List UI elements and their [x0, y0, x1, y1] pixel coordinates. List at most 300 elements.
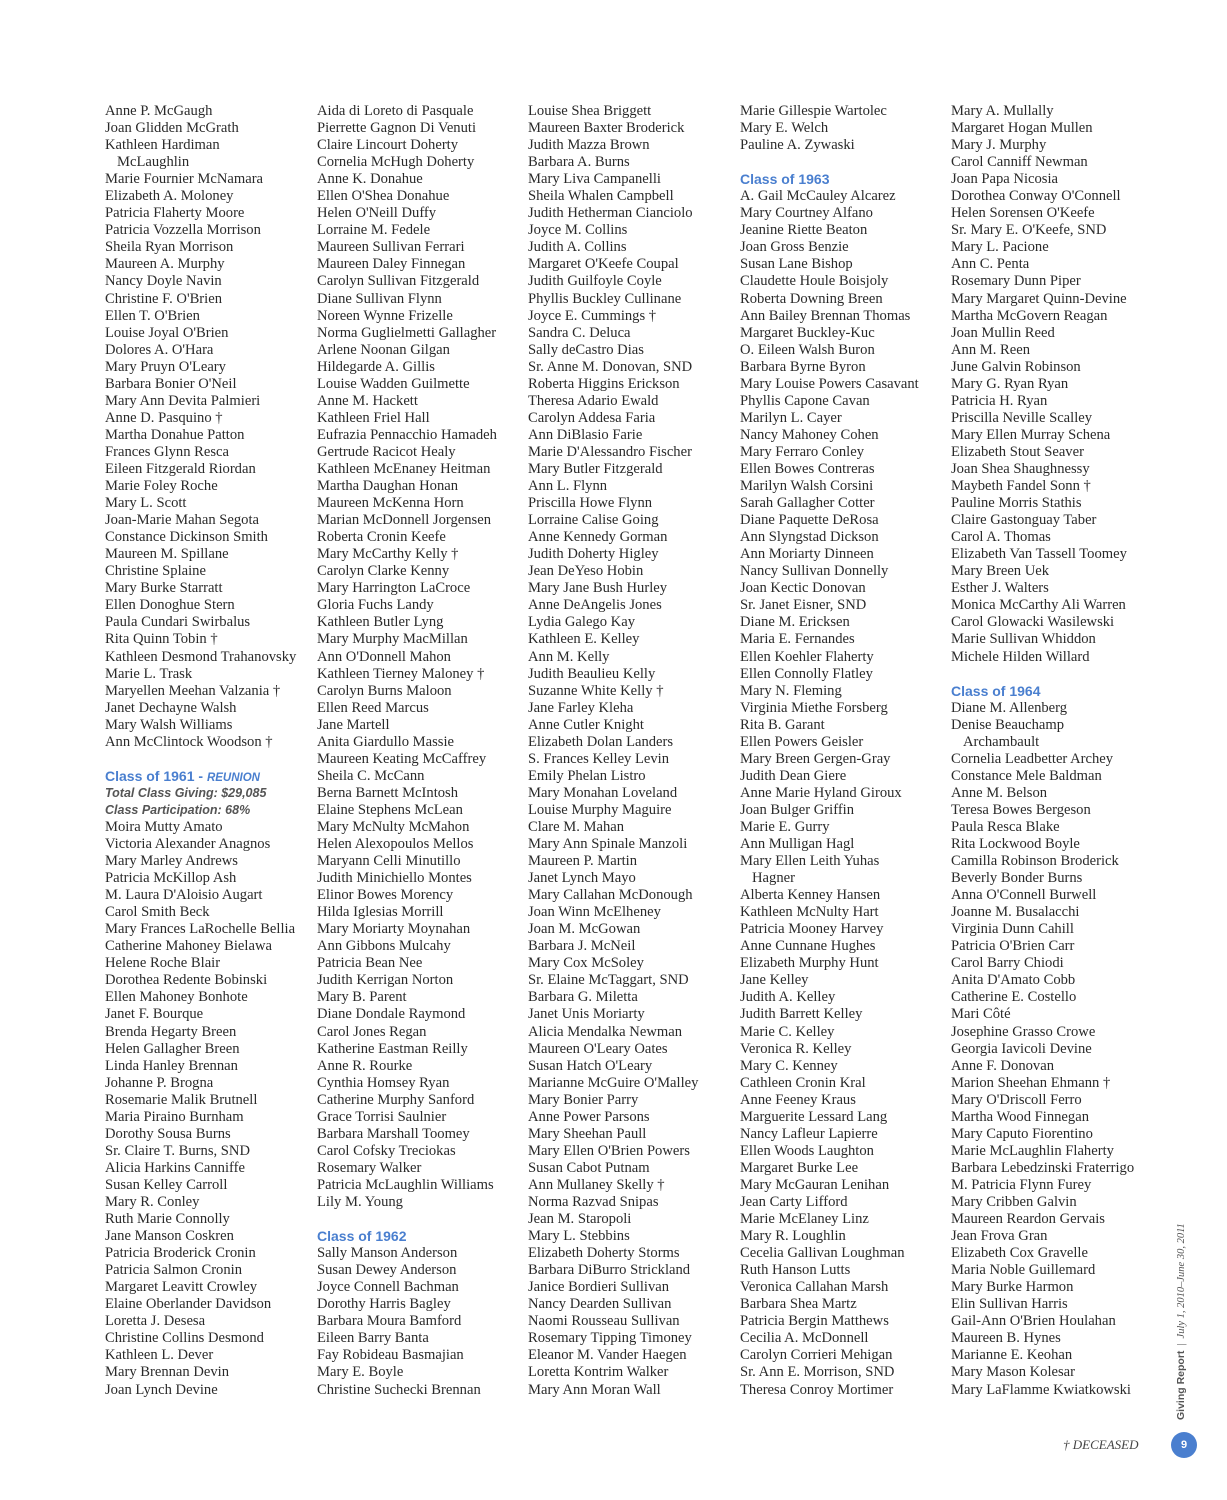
donor-name: Maureen B. Hynes [951, 1330, 1061, 1347]
donor-name: Barbara Marshall Toomey [317, 1125, 470, 1142]
donor-name: Elizabeth Murphy Hunt [740, 955, 879, 972]
donor-name: Fay Robideau Basmajian [317, 1347, 464, 1364]
donor-name: Carol Jones Regan [317, 1023, 427, 1040]
donor-name: Patricia McKillop Ash [105, 870, 237, 887]
donor-name: Mary Ann Devita Palmieri [105, 392, 261, 409]
donor-name: Ann M. Reen [951, 341, 1031, 358]
donor-name: Elizabeth A. Moloney [105, 188, 234, 205]
reunion-label: REUNION [206, 771, 260, 784]
name-column [951, 103, 1156, 1399]
donor-name: Maureen A. Murphy [105, 256, 225, 273]
donor-name: Teresa Bowes Bergeson [951, 801, 1091, 818]
report-side-label [1175, 1223, 1187, 1420]
donor-name: Martha Daughan Honan [317, 478, 459, 495]
donor-name: Elizabeth Cox Gravelle [951, 1245, 1088, 1262]
donor-name: Diane M. Allenberg [951, 699, 1068, 716]
donor-name: Elizabeth Dolan Landers [528, 733, 674, 750]
donor-name: Eileen Fitzgerald Riordan [105, 460, 256, 477]
donor-name: Diane Sullivan Flynn [317, 290, 442, 307]
donor-name: Mary R. Loughlin [740, 1228, 846, 1245]
donor-name: Joyce E. Cummings † [528, 307, 657, 324]
donor-name: Cornelia Leadbetter Archey [951, 750, 1114, 767]
donor-name: Ellen T. O'Brien [105, 307, 200, 324]
donor-name: Sheila Ryan Morrison [105, 239, 234, 256]
donor-name: Anne M. Belson [951, 784, 1048, 801]
donor-name: Elinor Bowes Morency [317, 887, 454, 904]
donor-name: Jane Martell [317, 716, 390, 733]
donor-name: Ann Gibbons Mulcahy [317, 938, 451, 955]
donor-name: Louise Wadden Guilmette [317, 375, 470, 392]
donor-name: Denise Beauchamp [951, 716, 1065, 733]
donor-name: Sr. Anne M. Donovan, SND [528, 358, 693, 375]
spacer [951, 666, 1156, 683]
donor-name: Marguerite Lessard Lang [740, 1108, 888, 1125]
donor-name: Eufrazia Pennacchio Hamadeh [317, 426, 497, 443]
donor-name: Anne F. Donovan [951, 1057, 1055, 1074]
donor-name: Helen Sorensen O'Keefe [951, 205, 1095, 222]
donor-name: Janet Unis Moriarty [528, 1006, 645, 1023]
donor-name: Jean M. Staropoli [528, 1211, 632, 1228]
donor-name: Rita Quinn Tobin † [105, 631, 218, 648]
donor-name: Anne Cunnane Hughes [740, 938, 876, 955]
donor-name: Martha Wood Finnegan [951, 1108, 1089, 1125]
donor-name: Rita B. Garant [740, 716, 825, 733]
donor-name: Berna Barnett McIntosh [317, 784, 459, 801]
donor-name: Judith Dean Giere [740, 767, 847, 784]
donor-name: Clare M. Mahan [528, 818, 625, 835]
donor-name: Mary E. Boyle [317, 1364, 404, 1381]
donor-name: Mary Ellen O'Brien Powers [528, 1142, 690, 1159]
donor-name: Dorothy Harris Bagley [317, 1296, 451, 1313]
donor-name: Anne R. Rourke [317, 1057, 413, 1074]
donor-name: Susan Lane Bishop [740, 256, 853, 273]
donor-name: Marianne McGuire O'Malley [528, 1074, 699, 1091]
donor-name: Catherine E. Costello [951, 989, 1077, 1006]
donor-name: Nancy Doyle Navin [105, 273, 222, 290]
donor-name: Ellen Mahoney Bonhote [105, 989, 248, 1006]
donor-name: Dorothy Sousa Burns [105, 1125, 231, 1142]
name-column [317, 103, 522, 1399]
donor-name: Mary McNulty McMahon [317, 818, 470, 835]
donor-name: Judith A. Kelley [740, 989, 836, 1006]
donor-name: Sarah Gallagher Cotter [740, 495, 875, 512]
donor-name: Rosemary Dunn Piper [951, 273, 1081, 290]
donor-name: Maria Piraino Burnham [105, 1108, 244, 1125]
donor-name: Patricia O'Brien Carr [951, 938, 1075, 955]
donor-name: Helen O'Neill Duffy [317, 205, 437, 222]
donor-name: Carol Glowacki Wasilewski [951, 614, 1115, 631]
donor-name: Carolyn Clarke Kenny [317, 563, 450, 580]
donor-name: Judith Beaulieu Kelly [528, 665, 656, 682]
donor-name: Mary E. Welch [740, 120, 829, 137]
donor-name: Ann O'Donnell Mahon [317, 648, 451, 665]
donor-name: S. Frances Kelley Levin [528, 750, 670, 767]
donor-name: Christine F. O'Brien [105, 290, 222, 307]
report-date-range: July 1, 2010–June 30, 2011 [1176, 1223, 1187, 1339]
class-stat: Class Participation: 68% [105, 802, 251, 817]
donor-name: Helene Roche Blair [105, 955, 221, 972]
donor-name: Suzanne White Kelly † [528, 682, 664, 699]
donor-name: Maryann Celli Minutillo [317, 853, 461, 870]
donor-name: Margaret Leavitt Crowley [105, 1279, 258, 1296]
donor-name: Margaret O'Keefe Coupal [528, 256, 679, 273]
donor-name: Mary Frances LaRochelle Bellia [105, 921, 296, 938]
donor-name: Naomi Rousseau Sullivan [528, 1313, 680, 1330]
class-heading [317, 1228, 522, 1245]
donor-name: Mary Ellen Leith Yuhas [740, 853, 880, 870]
donor-name: Joyce M. Collins [528, 222, 628, 239]
donor-name: Mary Burke Harmon [951, 1279, 1074, 1296]
donor-name: Johanne P. Brogna [105, 1074, 214, 1091]
donor-name: Mary LaFlamme Kwiatkowski [951, 1381, 1131, 1398]
donor-name: Theresa Conroy Mortimer [740, 1381, 894, 1398]
donor-name: Cynthia Homsey Ryan [317, 1074, 450, 1091]
donor-name: Anne DeAngelis Jones [528, 597, 662, 614]
class-heading-text: Class of 1961 - [105, 767, 207, 784]
donor-name: Monica McCarthy Ali Warren [951, 597, 1126, 614]
donor-name: Hildegarde A. Gillis [317, 358, 435, 375]
donor-name: Esther J. Walters [951, 580, 1049, 597]
donor-name: Kathleen L. Dever [105, 1347, 214, 1364]
donor-name: Ann Mullaney Skelly † [528, 1176, 665, 1193]
donor-name: Cornelia McHugh Doherty [317, 154, 475, 171]
donor-name: Mary Monahan Loveland [528, 784, 678, 801]
donor-name: Judith Guilfoyle Coyle [528, 273, 662, 290]
donor-name: Patricia McLaughlin Williams [317, 1176, 494, 1193]
donor-name: Joan Gross Benzie [740, 239, 849, 256]
donor-name: Catherine Murphy Sanford [317, 1091, 475, 1108]
donor-name: Christine Suchecki Brennan [317, 1381, 481, 1398]
donor-name: Jane Farley Kleha [528, 699, 634, 716]
donor-name: Ann Slyngstad Dickson [740, 529, 879, 546]
donor-name: Margaret Hogan Mullen [951, 120, 1093, 137]
donor-name: Grace Torrisi Saulnier [317, 1108, 447, 1125]
donor-name: Ellen Woods Laughton [740, 1142, 874, 1159]
donor-name: Christine Splaine [105, 563, 206, 580]
donor-name: Mary A. Mullally [951, 103, 1054, 119]
donor-name: Marie C. Kelley [740, 1023, 835, 1040]
donor-name: Patricia Flaherty Moore [105, 205, 245, 222]
donor-name: Ann Moriarty Dinneen [740, 546, 874, 563]
donor-name: Carol Barry Chiodi [951, 955, 1064, 972]
class-heading-text: Class of 1964 [951, 682, 1041, 699]
donor-name: Janet Dechayne Walsh [105, 699, 237, 716]
donor-name: Mary G. Ryan Ryan [951, 375, 1069, 392]
donor-name: Jeanine Riette Beaton [740, 222, 868, 239]
donor-name: Joyce Connell Bachman [317, 1279, 459, 1296]
donor-name: Judith Minichiello Montes [317, 870, 472, 887]
donor-name: Ann McClintock Woodson † [105, 733, 273, 750]
donor-name: Marie McLaughlin Flaherty [951, 1142, 1114, 1159]
donor-name: Mary Jane Bush Hurley [528, 580, 668, 597]
donor-name: Sheila C. McCann [317, 767, 425, 784]
donor-name: Barbara Byrne Byron [740, 358, 866, 375]
donor-name: Marie D'Alessandro Fischer [528, 443, 692, 460]
donor-name: Hagner [752, 870, 795, 887]
donor-name: Anna O'Connell Burwell [951, 887, 1097, 904]
donor-name: Noreen Wynne Frizelle [317, 307, 453, 324]
donor-name: Ann DiBlasio Farie [528, 426, 643, 443]
donor-name: Elin Sullivan Harris [951, 1296, 1068, 1313]
donor-name: Joan Glidden McGrath [105, 120, 239, 137]
donor-name: Gertrude Racicot Healy [317, 443, 456, 460]
donor-name: Aida di Loreto di Pasquale [317, 103, 474, 119]
donor-name: Barbara DiBurro Strickland [528, 1262, 691, 1279]
donor-name: Anne Cutler Knight [528, 716, 644, 733]
donor-name: Ruth Hanson Lutts [740, 1262, 851, 1279]
donor-name: Cecilia A. McDonnell [740, 1330, 869, 1347]
donor-name: Patricia Mooney Harvey [740, 921, 884, 938]
donor-name: Mary Burke Starratt [105, 580, 223, 597]
donor-name: Dolores A. O'Hara [105, 341, 214, 358]
donor-name: Mary L. Stebbins [528, 1228, 630, 1245]
donor-name: Beverly Bonder Burns [951, 870, 1083, 887]
donor-name: Loretta J. Desesa [105, 1313, 206, 1330]
donor-name: Joan Shea Shaughnessy [951, 460, 1090, 477]
donor-name: Nancy Mahoney Cohen [740, 426, 879, 443]
donor-name: Louise Joyal O'Brien [105, 324, 229, 341]
donor-name: Mary Pruyn O'Leary [105, 358, 226, 375]
donor-name: Marie Gillespie Wartolec [740, 103, 887, 119]
donor-name: Constance Dickinson Smith [105, 529, 268, 546]
donor-name: Nancy Sullivan Donnelly [740, 563, 889, 580]
donor-name: Maureen Baxter Broderick [528, 120, 685, 137]
donor-name: Diane Dondale Raymond [317, 1006, 466, 1023]
name-column [740, 103, 945, 1399]
donor-name: Catherine Mahoney Bielawa [105, 938, 272, 955]
donor-name: Mary J. Murphy [951, 137, 1047, 154]
donor-name: Ellen Bowes Contreras [740, 460, 875, 477]
donor-name: Georgia Iavicoli Devine [951, 1040, 1092, 1057]
donor-name: Lorraine Calise Going [528, 512, 659, 529]
donor-name: Brenda Hegarty Breen [105, 1023, 237, 1040]
donor-name: Theresa Adario Ewald [528, 392, 659, 409]
donor-name: Priscilla Howe Flynn [528, 495, 653, 512]
donor-name: Norma Razvad Snipas [528, 1194, 659, 1210]
donor-name: Judith Doherty Higley [528, 546, 659, 563]
spacer [740, 154, 945, 171]
donor-name: Barbara G. Miletta [528, 989, 638, 1006]
donor-name: Judith Hetherman Cianciolo [528, 205, 693, 222]
donor-name: Carol Canniff Newman [951, 154, 1088, 171]
deceased-legend: † DECEASED [1063, 1437, 1139, 1452]
donor-name: Mary Cox McSoley [528, 955, 644, 972]
donor-name: Ellen Powers Geisler [740, 733, 864, 750]
donor-name: Maria Noble Guillemard [951, 1262, 1096, 1279]
donor-name: Elaine Oberlander Davidson [105, 1296, 272, 1313]
donor-name: Paula Resca Blake [951, 818, 1060, 835]
donor-name: Mary Sheehan Paull [528, 1125, 647, 1142]
donor-name: Josephine Grasso Crowe [951, 1023, 1096, 1040]
donor-name: Virginia Miethe Forsberg [740, 699, 888, 716]
donor-name: Mary Marley Andrews [105, 853, 238, 870]
donor-name: Priscilla Neville Scalley [951, 409, 1093, 426]
donor-name: Ruth Marie Connolly [105, 1211, 230, 1228]
donor-name: Anne Marie Hyland Giroux [740, 784, 902, 801]
donor-name: Susan Dewey Anderson [317, 1262, 457, 1279]
donor-name: Elizabeth Doherty Storms [528, 1245, 680, 1262]
donor-name: Gloria Fuchs Landy [317, 597, 434, 614]
donor-name: Roberta Higgins Erickson [528, 375, 680, 392]
donor-name: Marie McElaney Linz [740, 1211, 869, 1228]
donor-name: Sr. Janet Eisner, SND [740, 597, 867, 614]
donor-name: Rosemary Walker [317, 1159, 422, 1176]
donor-name: Ann Mulligan Hagl [740, 836, 855, 853]
donor-name: Diane M. Ericksen [740, 614, 850, 631]
donor-name: Joan Lynch Devine [105, 1381, 218, 1398]
donor-name: Ellen Reed Marcus [317, 699, 429, 716]
donor-name: Susan Kelley Carroll [105, 1176, 228, 1193]
donor-name: Hilda Iglesias Morrill [317, 904, 444, 921]
donor-name: Carolyn Addesa Faria [528, 409, 656, 426]
donor-name: Anne Kennedy Gorman [528, 529, 668, 546]
donor-name: Joanne M. Busalacchi [951, 904, 1080, 921]
class-stat: Total Class Giving: $29,085 [105, 785, 267, 800]
donor-name: Anne Feeney Kraus [740, 1091, 856, 1108]
donor-name: Patricia Salmon Cronin [105, 1262, 243, 1279]
donor-name: Diane Paquette DeRosa [740, 512, 879, 529]
donor-name: Lily M. Young [317, 1194, 403, 1210]
report-title: Giving Report [1175, 1350, 1187, 1420]
donor-name: Victoria Alexander Anagnos [105, 836, 271, 853]
name-column [105, 103, 310, 1399]
donor-name: Marion Sheehan Ehmann † [951, 1074, 1111, 1091]
class-heading [951, 683, 1156, 700]
donor-name: Dorothea Conway O'Connell [951, 188, 1121, 205]
donor-name: Mary R. Conley [105, 1194, 200, 1210]
donor-name: Mary Caputo Fiorentino [951, 1125, 1093, 1142]
donor-name: Roberta Cronin Keefe [317, 529, 446, 546]
donor-name: Louise Murphy Maguire [528, 801, 672, 818]
donor-name: Ellen Connolly Flatley [740, 665, 873, 682]
donor-name: Carolyn Corrieri Mehigan [740, 1347, 893, 1364]
donor-name: Maureen P. Martin [528, 853, 638, 870]
donor-name: Mary Mason Kolesar [951, 1364, 1076, 1381]
spacer [317, 1211, 522, 1228]
donor-name: O. Eileen Walsh Buron [740, 341, 875, 358]
donor-name: Sandra C. Deluca [528, 324, 631, 341]
donor-name: Kathleen McNulty Hart [740, 904, 879, 921]
donor-name: Mary C. Kenney [740, 1057, 838, 1074]
donor-name: Carol A. Thomas [951, 529, 1051, 546]
donor-name: Jean DeYeso Hobin [528, 563, 644, 580]
spacer [105, 751, 310, 768]
donor-name: Dorothea Redente Bobinski [105, 972, 268, 989]
donor-name: Maureen M. Spillane [105, 546, 229, 563]
donor-name: Janice Bordieri Sullivan [528, 1279, 670, 1296]
donor-name: Mary Harrington LaCroce [317, 580, 471, 597]
donor-name: Mary Liva Campanelli [528, 171, 661, 188]
donor-name: Mary N. Fleming [740, 682, 842, 699]
donor-name: Mary B. Parent [317, 989, 407, 1006]
class-heading [105, 768, 310, 785]
donor-name: Kathleen Friel Hall [317, 409, 430, 426]
donor-name: Maybeth Fandel Sonn † [951, 478, 1091, 495]
donor-name: Mary Callahan McDonough [528, 887, 693, 904]
donor-name: Kathleen McEnaney Heitman [317, 460, 491, 477]
donor-name: Ann L. Flynn [528, 478, 608, 495]
class-heading-text: Class of 1962 [317, 1228, 407, 1245]
donor-name: Elaine Stephens McLean [317, 801, 463, 818]
donor-name: Mary Bonier Parry [528, 1091, 639, 1108]
donor-name: Patricia Vozzella Morrison [105, 222, 261, 239]
donor-name: Claire Gastonguay Taber [951, 512, 1097, 529]
donor-name: Rosemary Tipping Timoney [528, 1330, 692, 1347]
donor-name: Ann C. Penta [951, 256, 1030, 273]
donor-name: Mary Breen Gergen-Gray [740, 750, 891, 767]
donor-name: Judith Kerrigan Norton [317, 972, 454, 989]
donor-name: Mary L. Scott [105, 495, 187, 512]
donor-name: Mary Ann Moran Wall [528, 1381, 661, 1398]
donor-name: Louise Shea Briggett [528, 103, 652, 119]
donor-name: A. Gail McCauley Alcarez [740, 188, 896, 205]
donor-name: Archambault [963, 733, 1040, 750]
donor-name: Joan Papa Nicosia [951, 171, 1058, 188]
donor-name: Lorraine M. Fedele [317, 222, 431, 239]
donor-name: Katherine Eastman Reilly [317, 1040, 468, 1057]
donor-name: Veronica Callahan Marsh [740, 1279, 889, 1296]
donor-name: Maureen Sullivan Ferrari [317, 239, 465, 256]
donor-name: Marie Sullivan Whiddon [951, 631, 1096, 648]
donor-name: Joan Mullin Reed [951, 324, 1055, 341]
donor-name: Jane Manson Coskren [105, 1228, 234, 1245]
donor-name: Roberta Downing Breen [740, 290, 883, 307]
donor-name: Carolyn Sullivan Fitzgerald [317, 273, 480, 290]
donor-name: Kathleen Tierney Maloney † [317, 665, 485, 682]
donor-name: Frances Glynn Resca [105, 443, 230, 460]
donor-name: Marie Fournier McNamara [105, 171, 264, 188]
donor-name: Sr. Claire T. Burns, SND [105, 1142, 250, 1159]
donor-name: Jean Carty Lifford [740, 1194, 848, 1210]
donor-name: Judith Mazza Brown [528, 137, 650, 154]
donor-name: Virginia Dunn Cahill [951, 921, 1074, 938]
class-heading-text: Class of 1963 [740, 171, 830, 188]
donor-name: Martha Donahue Patton [105, 426, 245, 443]
donor-name: Patricia H. Ryan [951, 392, 1048, 409]
donor-name: Mary Cribben Galvin [951, 1194, 1077, 1210]
donor-name: Barbara J. McNeil [528, 938, 636, 955]
donor-name: Marilyn Walsh Corsini [740, 478, 874, 495]
donor-name: Marie E. Gurry [740, 818, 830, 835]
donor-name: Kathleen E. Kelley [528, 631, 640, 648]
donor-name: Patricia Bean Nee [317, 955, 423, 972]
donor-name: Joan-Marie Mahan Segota [105, 512, 259, 529]
donor-name: Pierrette Gagnon Di Venuti [317, 120, 477, 137]
donor-name: Margaret Burke Lee [740, 1159, 859, 1176]
donor-name: Helen Alexopoulos Mellos [317, 836, 474, 853]
donor-name: Constance Mele Baldman [951, 767, 1102, 784]
donor-name: Ellen Koehler Flaherty [740, 648, 874, 665]
donor-name: Anita Giardullo Massie [317, 733, 454, 750]
donor-name: Sally Manson Anderson [317, 1245, 458, 1262]
donor-name: Anne K. Donahue [317, 171, 423, 188]
donor-name: Helen Gallagher Breen [105, 1040, 240, 1057]
donor-name: Ellen O'Shea Donahue [317, 188, 450, 205]
donor-name: Mary Breen Uek [951, 563, 1050, 580]
donor-name: Kathleen Desmond Trahanovsky [105, 648, 297, 665]
donor-name: Marie Foley Roche [105, 478, 218, 495]
donor-name: Maureen Daley Finnegan [317, 256, 466, 273]
donor-name: Alicia Harkins Canniffe [105, 1159, 245, 1176]
donor-name: Sally deCastro Dias [528, 341, 644, 358]
donor-name: Carol Smith Beck [105, 904, 210, 921]
donor-name: Lydia Galego Kay [528, 614, 635, 631]
donor-name: Anita D'Amato Cobb [951, 972, 1076, 989]
donor-name: Marie L. Trask [105, 665, 193, 682]
donor-name: Kathleen Hardiman [105, 137, 220, 154]
donor-name: Joan M. McGowan [528, 921, 641, 938]
donor-name: Linda Hanley Brennan [105, 1057, 238, 1074]
